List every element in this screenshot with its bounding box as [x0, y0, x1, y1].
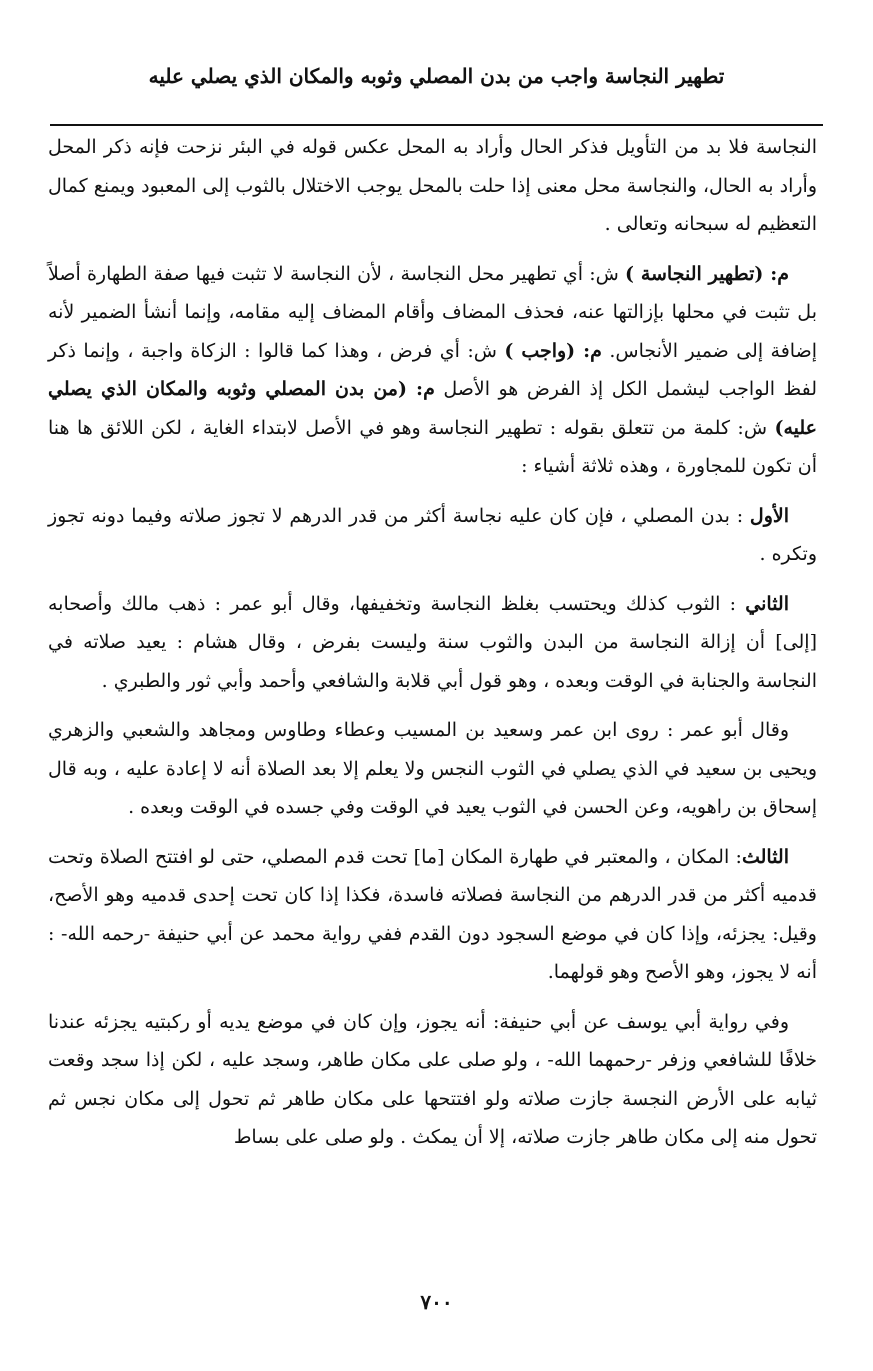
running-head: تطهير النجاسة واجب من بدن المصلي وثوبه والمكان الذي يصلي عليه	[148, 64, 725, 88]
paragraph-text: : بدن المصلي ، فإن كان عليه نجاسة أكثر من قدر الدرهم لا تجوز صلاته وفيما دونه تجوز وتكره .	[48, 504, 817, 565]
matn-heading: م: (تطهير النجاسة )	[625, 262, 789, 285]
paragraph-second	[48, 585, 817, 701]
paragraph-first	[48, 497, 817, 574]
paragraph-text: : المكان ، والمعتبر في طهارة المكان [ما] تحت قدم المصلي، حتى لو افتتح الصلاة وتحت قدميه أكثر من قدر الدرهم من النجاسة فصلاته فاسدة، فكذا إذا كان تحت إحدى قدميه وهو الأصح، وقيل: يجزئه، وإذا كان في موضع السجود دون القدم ففي رواية محمد عن أبي حنيفة -رحمه الله- : أنه لا يجوز، وهو الأصح وهو قولهما.	[48, 845, 817, 983]
item-label: الثالث	[741, 845, 789, 868]
paragraph-third	[48, 838, 817, 992]
item-label: الأول	[749, 504, 789, 527]
body-text	[48, 128, 817, 1168]
matn-phrase: م: (من بدن المصلي وثوبه والمكان الذي يصلي عليه)	[48, 378, 817, 439]
header-rule	[50, 124, 823, 126]
paragraph-commentary	[48, 255, 817, 486]
matn-phrase: م: (واجب )	[504, 339, 602, 362]
item-label: الثاني	[745, 592, 789, 615]
commentary-text: ش: أي فرض ، وهذا كما قالوا : الزكاة واجبة ، وإنما ذكر لفظ الواجب ليشمل الكل إذ الفرض هو الأصل	[48, 339, 817, 400]
commentary-text: ش: أي تطهير محل النجاسة ، لأن النجاسة لا تثبت فيها صفة الطهارة أصلاً بل تثبت في محلها بإزالتها عنه، فحذف المضاف وأقام المضاف إليه مقامه، وإنما أنشأ الضمير لأنه إضافة إلى ضمير الأنجاس.	[48, 262, 818, 362]
paragraph-text: : الثوب كذلك ويحتسب بغلظ النجاسة وتخفيفها، وقال أبو عمر : ذهب مالك وأصحابه [إلى] أن إزالة النجاسة من البدن والثوب سنة وليست بفرض ، وقال هشام : يعيد صلاته في النجاسة والجنابة في الوقت وبعده ، وهو قول أبي قلابة والشافعي وأحمد وأبي ثور والطبري .	[48, 592, 817, 692]
paragraph-abu-yusuf: وفي رواية أبي يوسف عن أبي حنيفة: أنه يجوز، وإن كان في موضع يديه أو ركبتيه يجزئه عندنا خلافًا للشافعي وزفر -رحمهما الله- ، ولو صلى على مكان طاهر، وسجد عليه ، لكن إذا سجد وقعت ثيابه على الأرض النجسة جازت صلاته ولو افتتحها على مكان طاهر ثم تحول إلى مكان نجس ثم تحول منه إلى مكان طاهر جازت صلاته، إلا أن يمكث . ولو صلى على بساط	[48, 1010, 817, 1148]
page-number: ٧٠٠	[420, 1290, 453, 1314]
paragraph-continuation: النجاسة فلا بد من التأويل فذكر الحال وأراد به المحل عكس قوله في البئر نزحت فإنه ذكر المحل وأراد به الحال، والنجاسة محل معنى إذا حلت بالمحل يوجب الاختلال بالثوب إلى المعبود ويمنع كمال التعظيم له سبحانه وتعالى .	[48, 136, 817, 235]
commentary-text: ش: كلمة من تتعلق بقوله : تطهير النجاسة وهو في الأصل لابتداء الغاية ، لكن اللائق ها هنا أن تكون للمجاورة ، وهذه ثلاثة أشياء :	[48, 416, 817, 477]
paragraph-abu-umar: وقال أبو عمر : روى ابن عمر وسعيد بن المسيب وعطاء وطاوس ومجاهد والشعبي والزهري ويحيى بن سعيد في الذي يصلي في الثوب النجس ولا يعلم إلا بعد الصلاة أنه لا إعادة عليه ، وبه قال إسحاق بن راهويه، وعن الحسن في الثوب يعيد في الوقت وفي جسده في الوقت وبعده .	[48, 719, 817, 818]
